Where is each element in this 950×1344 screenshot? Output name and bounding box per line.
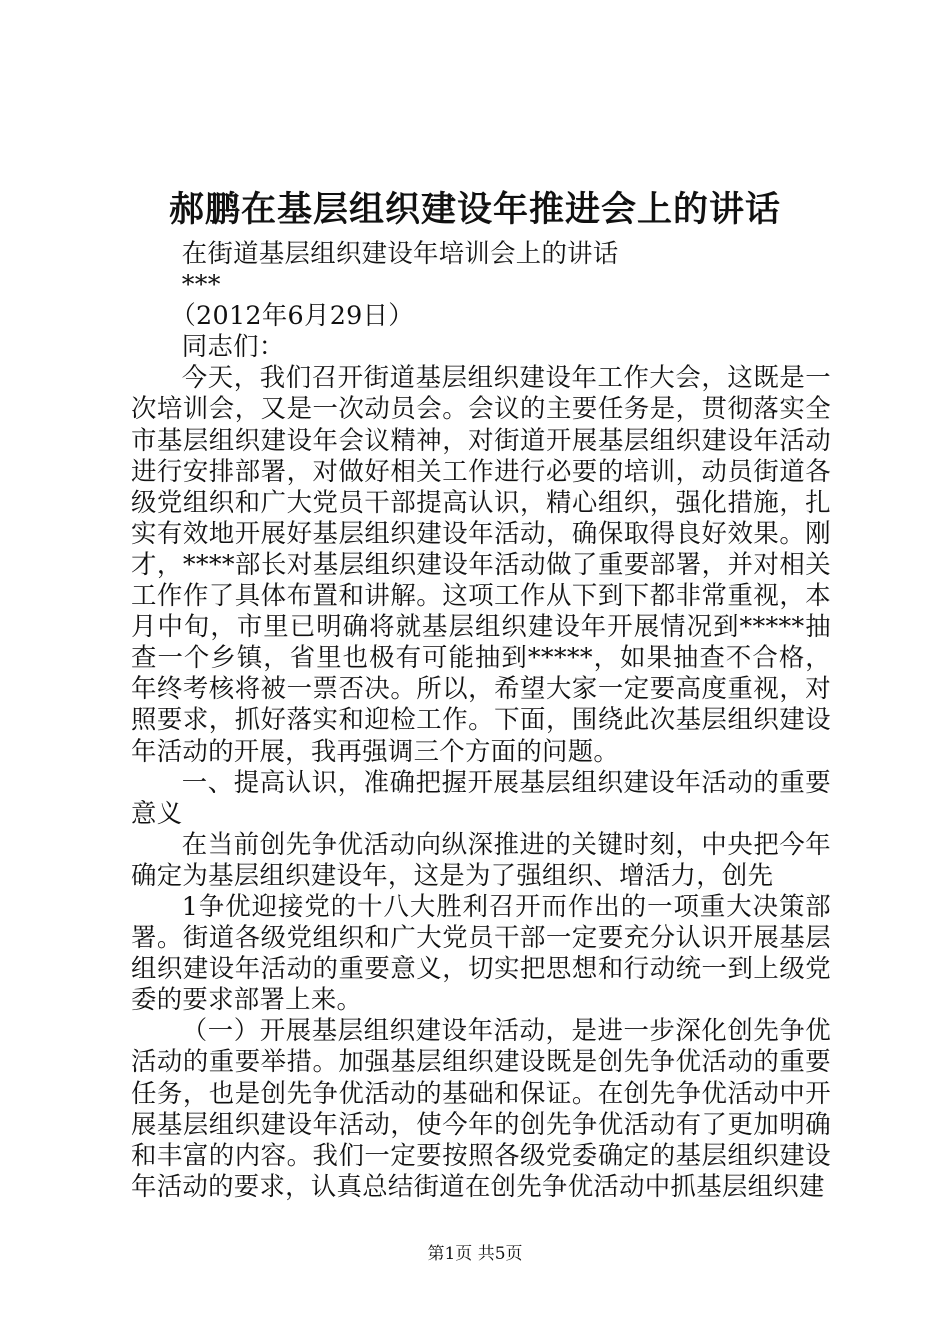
paragraph: 1争优迎接党的十八大胜利召开而作出的一项重大决策部署。街道各级党组织和广大党员干部一定要充分认识开展基层组织建设年活动的重要意义，切实把思想和行动统一到上级党委的要求部署上来。: [131, 890, 831, 1015]
paragraph: 今天，我们召开街道基层组织建设年工作大会，这既是一次培训会，又是一次动员会。会议的主要任务是，贯彻落实全市基层组织建设年会议精神，对街道开展基层组织建设年活动进行安排部署，对做好相关工作进行必要的培训，动员街道各级党组织和广大党员干部提高认识，精心组织，强化措施，扎实有效地开展好基层组织建设年活动，确保取得良好效果。刚才，****部长对基层组织建设年活动做了重要部署，并对相关工作作了具体布置和讲解。这项工作从下到下都非常重视，本月中旬，市里已明确将就基层组织建设年开展情况到*****抽查一个乡镇，省里也极有可能抽到*****，如果抽查不合格，年终考核将被一票否决。所以，希望大家一定要高度重视，对照要求，抓好落实和迎检工作。下面，围绕此次基层组织建设年活动的开展，我再强调三个方面的问题。: [131, 362, 831, 766]
date-line: （2012年6月29日）: [170, 300, 414, 331]
salutation-line: 同志们：: [181, 331, 285, 362]
subtitle-line: 在街道基层组织建设年培训会上的讲话: [181, 238, 619, 268]
document-title: 郝鹏在基层组织建设年推进会上的讲话: [168, 190, 781, 230]
document-body: [131, 238, 831, 1202]
author-line: ***: [181, 269, 221, 300]
page-footer: 第1页 共5页: [427, 1244, 523, 1264]
paragraph: （一）开展基层组织建设年活动，是进一步深化创先争优活动的重要举措。加强基层组织建设既是创先争优活动的重要任务，也是创先争优活动的基础和保证。在创先争优活动中开展基层组织建设年活动，使今年的创先争优活动有了更加明确和丰富的内容。我们一定要按照各级党委确定的基层组织建设年活动的要求，认真总结街道在创先争优活动中抓基层组织建: [131, 1015, 831, 1201]
section-heading: 一、提高认识，准确把握开展基层组织建设年活动的重要意义: [131, 766, 831, 828]
paragraph: 在当前创先争优活动向纵深推进的关键时刻，中央把今年确定为基层组织建设年，这是为了强组织、增活力，创先: [131, 828, 831, 890]
